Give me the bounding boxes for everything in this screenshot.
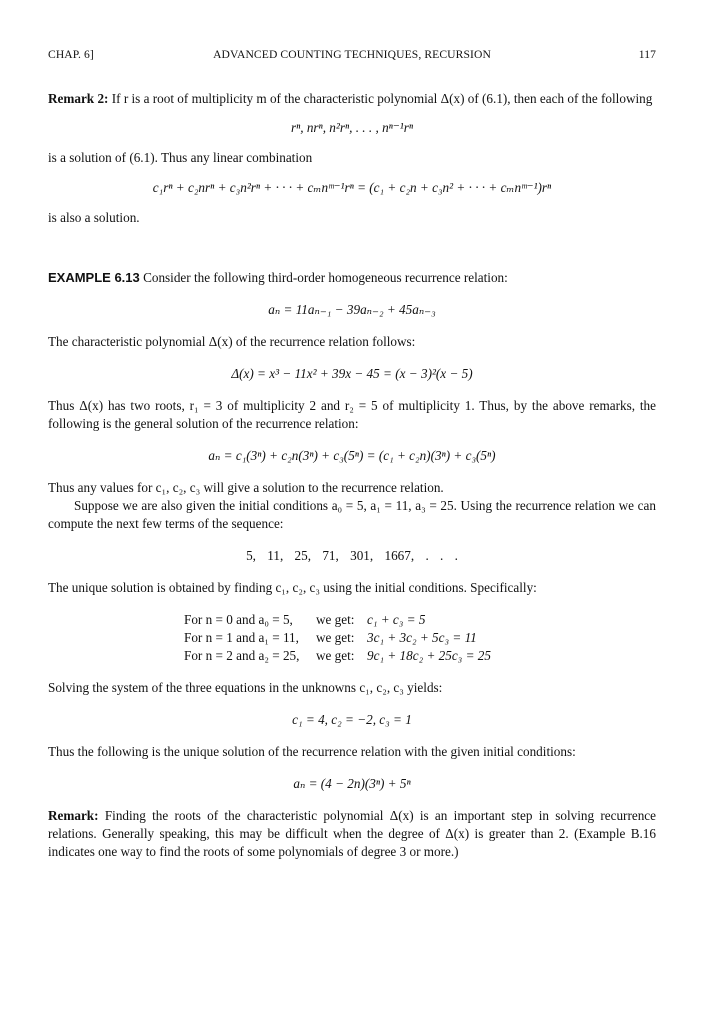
system-equation: 9c₁ + 18c₂ + 25c₃ = 25: [367, 648, 491, 663]
solving-text: Solving the system of the three equations in the unknowns c₁, c₂, c₃ yields:: [48, 680, 443, 695]
initial-conditions-text: Suppose we are also given the initial conditions a₀ = 5, a₁ = 11, a₃ = 25. Using the recurrence relation we can compute the next few terms of the sequence:: [48, 498, 656, 531]
page-number: 117: [638, 48, 656, 61]
system-row: [184, 647, 656, 665]
remark-label: Remark:: [48, 808, 99, 823]
final-solution-equation: aₙ = (4 − 2n)(3ⁿ) + 5ⁿ: [293, 776, 411, 791]
equation-system: [184, 611, 656, 665]
char-poly-text: The characteristic polynomial Δ(x) of the recurrence relation follows:: [48, 334, 416, 349]
example-intro-paragraph: [48, 269, 656, 287]
remark2-text3: is also a solution.: [48, 210, 140, 225]
chapter-label: CHAP. 6]: [48, 48, 94, 61]
unique-text: The unique solution is obtained by finding c₁, c₂, c₃ using the initial conditions. Specifically:: [48, 580, 537, 595]
remark2-text2: is a solution of (6.1). Thus any linear combination: [48, 150, 313, 165]
system-row: [184, 629, 656, 647]
page-content: [48, 46, 656, 861]
example-label: EXAMPLE 6.13: [48, 270, 140, 285]
remark2-paragraph: [48, 90, 656, 108]
remark-text: Finding the roots of the characteristic polynomial Δ(x) is an important step in solving recurrence relations. Generally speaking, this may be difficult when the degree of Δ(x) is greater than 2. (Example B.16 indicates one way to find the roots of some polynomials of degree 3 or more.): [48, 808, 656, 859]
system-equation: c₁ + c₃ = 5: [367, 612, 426, 627]
roots-text: Thus Δ(x) has two roots, r₁ = 3 of multiplicity 2 and r₂ = 5 of multiplicity 1. Thus, by the above remarks, the following is the general solution of the recurrence relation:: [48, 398, 656, 431]
sequence-terms: 5, 11, 25, 71, 301, 1667, . . .: [246, 548, 458, 563]
system-we-get: we get:: [316, 630, 355, 645]
running-title: ADVANCED COUNTING TECHNIQUES, RECURSION: [213, 48, 491, 61]
system-condition: For n = 1 and a₁ = 11,: [184, 630, 299, 645]
system-condition: For n = 0 and a₀ = 5,: [184, 612, 293, 627]
char-poly-equation: Δ(x) = x³ − 11x² + 39x − 45 = (x − 3)²(x − 5): [231, 366, 473, 381]
remark2-combination-equation: c₁rⁿ + c₂nrⁿ + c₃n²rⁿ + · · · + cₘnᵐ⁻¹rⁿ = (c₁ + c₂n + c₃n² + · · · + cₘnᵐ⁻¹)rⁿ: [152, 180, 552, 195]
running-header: [48, 46, 656, 64]
system-we-get: we get:: [316, 612, 355, 627]
remark2-text: If r is a root of multiplicity m of the characteristic polynomial Δ(x) of (6.1), then each of the following: [111, 91, 653, 106]
system-condition: For n = 2 and a₂ = 25,: [184, 648, 300, 663]
remark2-sequence-equation: rⁿ, nrⁿ, n²rⁿ, . . . , nⁿ⁻¹rⁿ: [290, 120, 414, 135]
coefficients-solution: c₁ = 4, c₂ = −2, c₃ = 1: [292, 712, 412, 727]
remark-paragraph: [48, 807, 656, 861]
system-we-get: we get:: [316, 648, 355, 663]
system-row: [184, 611, 656, 629]
recurrence-equation: aₙ = 11aₙ₋₁ − 39aₙ₋₂ + 45aₙ₋₃: [268, 302, 436, 317]
general-solution-equation: aₙ = c₁(3ⁿ) + c₂n(3ⁿ) + c₃(5ⁿ) = (c₁ + c₂n)(3ⁿ) + c₃(5ⁿ): [208, 448, 496, 463]
system-equation: 3c₁ + 3c₂ + 5c₃ = 11: [367, 630, 477, 645]
values-text: Thus any values for c₁, c₂, c₃ will give a solution to the recurrence relation.: [48, 480, 444, 495]
unique-solution-text: Thus the following is the unique solution of the recurrence relation with the given initial conditions:: [48, 744, 576, 759]
remark2-label: Remark 2:: [48, 91, 109, 106]
example-intro: Consider the following third-order homogeneous recurrence relation:: [143, 270, 508, 285]
